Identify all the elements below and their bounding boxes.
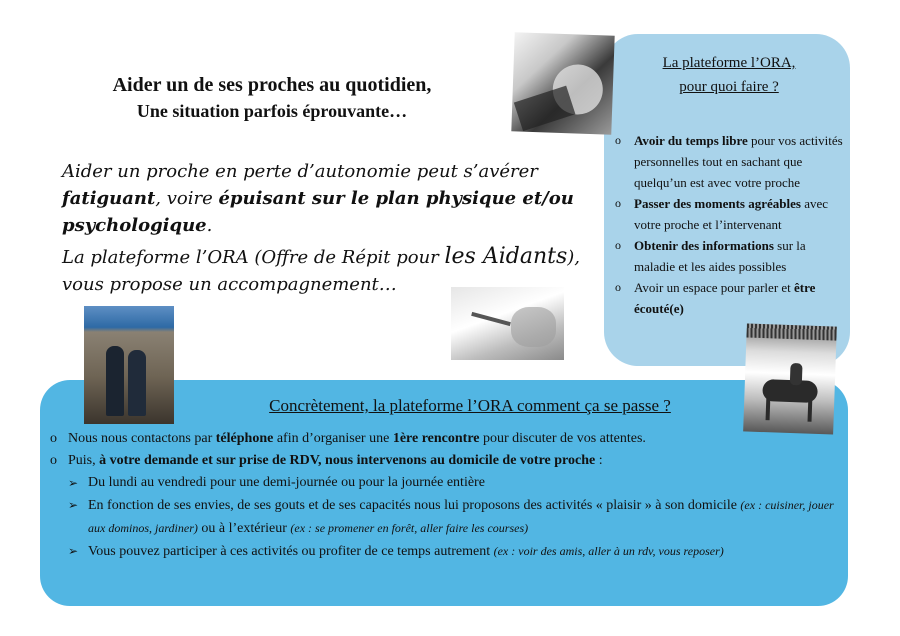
headline-line-1: Aider un de ses proches au quotidien,: [112, 74, 432, 96]
right-panel-list: [612, 130, 848, 319]
list-item: o Obtenir des informations sur la maladie et les aides possibles: [612, 235, 848, 277]
ora-paragraph: [62, 243, 582, 298]
headline-line-2: Une situation parfois éprouvante…: [136, 101, 408, 121]
intro-text-2: , voire: [155, 188, 219, 209]
bullet-icon: o: [615, 238, 621, 252]
intro-text-3: .: [206, 215, 213, 236]
bullet-icon: o: [615, 280, 621, 294]
bullet-icon: o: [615, 133, 621, 147]
horse-riding-photo: [743, 323, 837, 434]
bullet-icon: o: [50, 431, 57, 446]
ora-text-2: ), vous propose un accompagnement…: [62, 247, 580, 295]
arrow-bullet-icon: ➢: [68, 544, 79, 558]
ora-text-aidants: les Aidants: [444, 244, 568, 269]
bullet-icon: o: [615, 196, 621, 210]
list-item: ➢ Du lundi au vendredi pour une demi-journée ou pour la journée entière: [50, 472, 840, 494]
arrow-bullet-icon: ➢: [68, 498, 79, 512]
list-item: ➢ Vous pouvez participer à ces activités ou profiter de ce temps autrement (ex : voir des amis, aller à un rdv, vous reposer): [50, 540, 840, 563]
intro-text-1: Aider un proche en perte d’autonomie peut s’avérer: [62, 161, 538, 182]
bullet-icon: o: [50, 453, 57, 468]
ora-text-1: La plateforme l’ORA (Offre de Répit pour: [62, 247, 445, 268]
list-item: o Puis, à votre demande et sur prise de RDV, nous intervenons au domicile de votre proche :: [50, 450, 840, 472]
bottom-panel-title: Concrètement, la plateforme l’ORA comment ça se passe ?: [269, 396, 671, 415]
right-title-line-2: pour quoi faire ?: [679, 79, 779, 95]
list-item: ➢ En fonction de ses envies, de ses gouts et de ses capacités nous lui proposons des activités « plaisir » à son domicile (ex : cuisiner, jouer aux dominos, jardiner) ou à l’extérieur (ex : se promener en forêt, aller faire les courses): [50, 494, 840, 540]
intro-bold-1: fatiguant: [62, 188, 156, 209]
list-item: o Avoir un espace pour parler et être écouté(e): [612, 277, 848, 319]
list-item: o Avoir du temps libre pour vos activités personnelles tout en sachant que quelqu’un est avec votre proche: [612, 130, 848, 193]
headline: [62, 72, 482, 124]
arrow-bullet-icon: ➢: [68, 476, 79, 490]
intro-bold-2: épuisant sur le plan physique et/ou psychologique: [62, 188, 574, 236]
right-panel-title: [618, 51, 840, 99]
elderly-person-photo: [511, 32, 614, 134]
intro-paragraph: [62, 158, 582, 239]
list-item: o Passer des moments agréables avec votre proche et l’intervenant: [612, 193, 848, 235]
bottom-panel-list: [50, 428, 840, 563]
list-item: o Nous nous contactons par téléphone afin d’organiser une 1ère rencontre pour discuter de vos attentes.: [50, 428, 840, 450]
right-title-line-1: La plateforme l’ORA,: [662, 55, 796, 71]
